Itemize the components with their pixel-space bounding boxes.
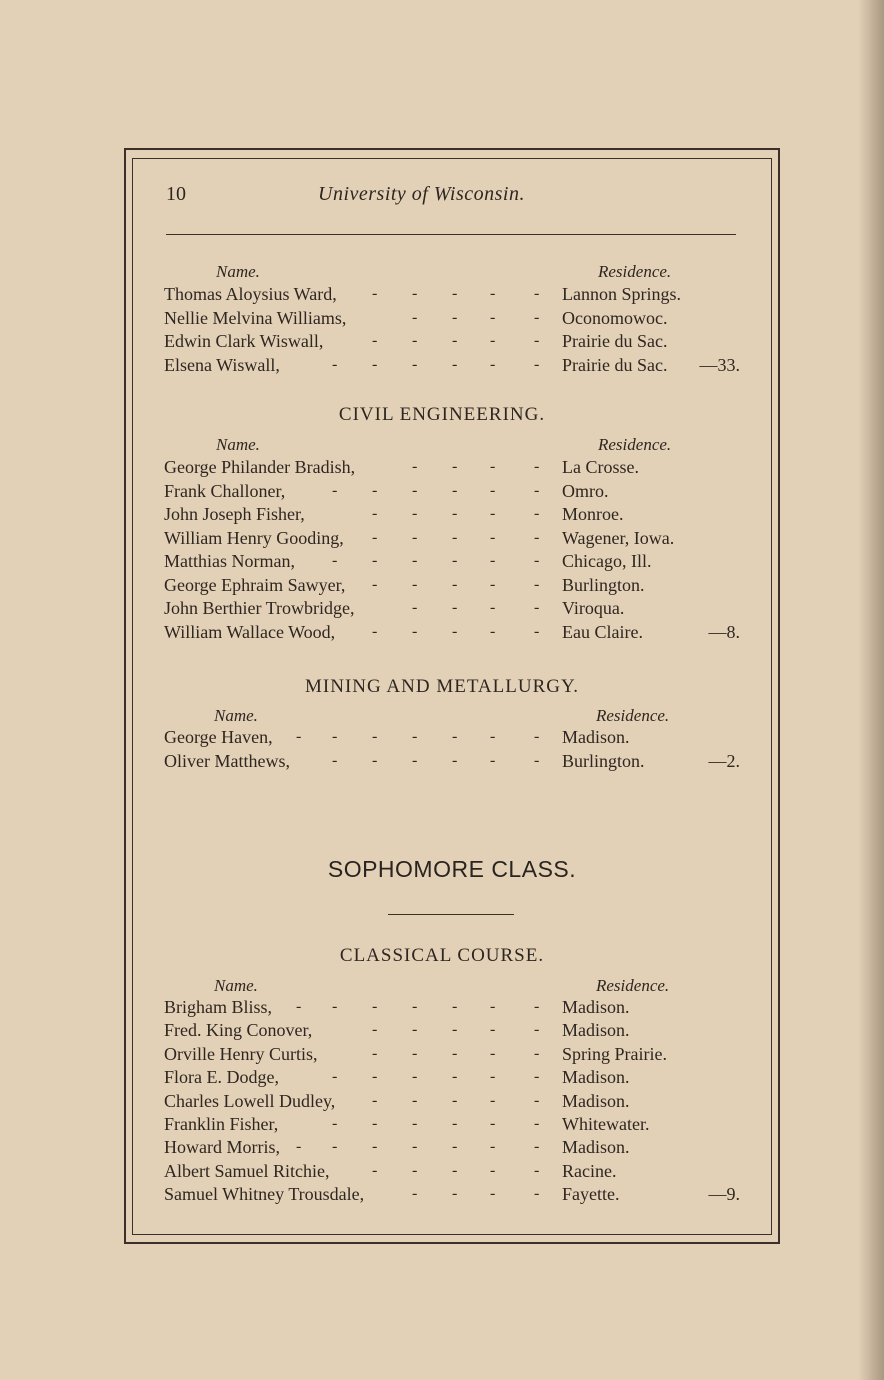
table-row [164,751,744,775]
leader-dash: - [296,728,302,745]
student-residence: Prairie du Sac. [562,331,668,352]
leader-dash: - [534,728,540,745]
leader-dash: - [534,599,540,616]
leader-dash: - [372,622,378,640]
leader-dash: - [490,599,496,616]
leader-dash: - [372,751,378,769]
leader-dash: - [412,1021,418,1039]
leader-dash: - [412,575,418,593]
column-header-residence: Residence. [596,706,670,725]
student-residence: Burlington. [562,574,645,595]
leader-dash: - [372,505,378,522]
leader-dash: - [412,1161,418,1179]
leader-dash: - [372,1044,378,1062]
student-residence: Lannon Springs. [562,284,681,304]
leader-dash: - [452,575,458,593]
student-name: George Philander Bradish, [164,457,356,477]
student-residence: Whitewater. [562,1114,650,1134]
leader-dash: - [372,575,378,593]
student-residence: Prairie du Sac. [562,355,668,376]
leader-dash: - [490,1021,496,1039]
leader-dash: - [534,751,540,769]
leader-dash: - [534,1161,540,1179]
section-title-civil-engineering: CIVIL ENGINEERING. [338,404,546,425]
leader-dash: - [372,528,378,546]
leader-dash: - [452,1161,458,1179]
leader-dash: - [490,1138,496,1156]
leader-dash: - [534,1021,540,1039]
column-header-name: Name. [216,435,260,454]
leader-dash: - [372,998,378,1015]
table-row [164,308,744,332]
student-name: Franklin Fisher, [164,1114,279,1134]
leader-dash: - [372,481,378,499]
leader-dash: - [490,1091,496,1109]
section-count: —33. [699,355,740,376]
table-row [164,622,744,646]
leader-dash: - [534,1044,540,1062]
page-number: 10 [166,183,186,205]
leader-dash: - [490,998,496,1015]
table-row [164,1091,744,1115]
student-name: Orville Henry Curtis, [164,1043,318,1064]
leader-dash: - [534,1068,540,1086]
student-residence: Omro. [562,480,609,501]
student-residence: Viroqua. [562,598,625,618]
student-name: John Berthier Trowbridge, [164,598,355,618]
leader-dash: - [412,528,418,546]
leader-dash: - [412,728,418,745]
leader-dash: - [452,1021,458,1039]
class-divider-rule [388,914,514,915]
student-residence: Fayette. [562,1184,620,1205]
leader-dash: - [332,751,338,769]
leader-dash: - [332,356,338,374]
table-row [164,284,744,308]
leader-dash: - [534,1115,540,1132]
leader-dash: - [332,998,338,1015]
leader-dash: - [534,285,540,302]
leader-dash: - [490,575,496,593]
student-residence: Madison. [562,997,630,1017]
student-name: William Henry Gooding, [164,527,344,548]
student-residence: Spring Prairie. [562,1043,667,1064]
table-row [164,727,744,751]
student-residence: Madison. [562,1067,630,1088]
leader-dash: - [490,285,496,302]
leader-dash: - [452,728,458,745]
leader-dash: - [490,552,496,569]
student-name: Frank Challoner, [164,480,286,501]
leader-dash: - [412,1068,418,1086]
leader-dash: - [332,481,338,499]
student-residence: Racine. [562,1160,617,1181]
leader-dash: - [452,1068,458,1086]
table-row [164,598,744,622]
leader-dash: - [452,1091,458,1109]
running-head: University of Wisconsin. [318,183,525,205]
leader-dash: - [372,552,378,569]
table-row [164,1067,744,1091]
student-residence: Wagener, Iowa. [562,527,675,548]
leader-dash: - [490,505,496,522]
leader-dash: - [412,505,418,522]
student-name: Matthias Norman, [164,551,295,571]
student-name: Albert Samuel Ritchie, [164,1160,330,1181]
table-row [164,1020,744,1044]
header-rule [166,234,736,235]
column-header-name: Name. [214,706,258,725]
leader-dash: - [490,528,496,546]
student-name: George Haven, [164,727,273,747]
section-title-classical: CLASSICAL COURSE. [339,945,545,966]
leader-dash: - [372,1138,378,1156]
leader-dash: - [452,552,458,569]
table-row [164,528,744,552]
leader-dash: - [452,308,458,326]
leader-dash: - [372,285,378,302]
student-name: Nellie Melvina Williams, [164,307,347,328]
column-header-name: Name. [216,262,260,281]
leader-dash: - [452,1115,458,1132]
leader-dash: - [452,458,458,475]
section-count: —2. [708,750,740,771]
leader-dash: - [534,332,540,350]
table-row [164,1161,744,1185]
leader-dash: - [452,505,458,522]
leader-dash: - [490,1161,496,1179]
leader-dash: - [412,622,418,640]
leader-dash: - [490,728,496,745]
leader-dash: - [490,332,496,350]
leader-dash: - [490,458,496,475]
leader-dash: - [372,1068,378,1086]
leader-dash: - [490,356,496,374]
student-residence: Burlington. [562,750,645,771]
leader-dash: - [412,1185,418,1203]
student-name: George Ephraim Sawyer, [164,574,346,595]
leader-dash: - [490,1044,496,1062]
leader-dash: - [452,332,458,350]
student-name: Thomas Aloysius Ward, [164,284,337,304]
leader-dash: - [412,1138,418,1156]
leader-dash: - [372,728,378,745]
leader-dash: - [490,1185,496,1203]
leader-dash: - [534,998,540,1015]
leader-dash: - [452,622,458,640]
leader-dash: - [372,1161,378,1179]
student-name: Fred. King Conover, [164,1020,313,1041]
leader-dash: - [534,1138,540,1156]
leader-dash: - [452,599,458,616]
leader-dash: - [412,481,418,499]
leader-dash: - [296,1138,302,1156]
student-residence: Madison. [562,727,630,747]
student-residence: La Crosse. [562,457,639,477]
student-name: Brigham Bliss, [164,997,273,1017]
leader-dash: - [534,308,540,326]
leader-dash: - [534,505,540,522]
leader-dash: - [452,285,458,302]
student-name: Howard Morris, [164,1137,280,1158]
table-row [164,1114,744,1138]
student-name: Charles Lowell Dudley, [164,1090,336,1111]
student-name: Elsena Wiswall, [164,355,280,376]
leader-dash: - [490,751,496,769]
leader-dash: - [412,356,418,374]
leader-dash: - [372,1115,378,1132]
leader-dash: - [372,332,378,350]
leader-dash: - [412,285,418,302]
section-count: —8. [708,621,740,642]
column-header-residence: Residence. [598,262,672,281]
leader-dash: - [452,528,458,546]
leader-dash: - [534,528,540,546]
leader-dash: - [490,481,496,499]
leader-dash: - [534,575,540,593]
student-residence: Madison. [562,1090,630,1111]
table-row [164,1137,744,1161]
leader-dash: - [332,552,338,569]
table-row [164,481,744,505]
leader-dash: - [372,1091,378,1109]
class-title-sophomore: SOPHOMORE CLASS. [327,856,577,882]
leader-dash: - [452,998,458,1015]
leader-dash: - [452,1044,458,1062]
leader-dash: - [412,1091,418,1109]
leader-dash: - [452,481,458,499]
leader-dash: - [452,356,458,374]
leader-dash: - [296,998,302,1015]
table-row [164,504,744,528]
table-row [164,355,744,379]
student-residence: Madison. [562,1020,630,1041]
leader-dash: - [452,1185,458,1203]
student-name: Flora E. Dodge, [164,1067,279,1088]
table-row [164,1044,744,1068]
column-header-name: Name. [214,976,258,995]
leader-dash: - [412,599,418,616]
column-header-residence: Residence. [596,976,670,995]
leader-dash: - [452,751,458,769]
student-residence: Monroe. [562,504,624,524]
table-row [164,551,744,575]
leader-dash: - [412,751,418,769]
leader-dash: - [534,1185,540,1203]
leader-dash: - [412,998,418,1015]
leader-dash: - [372,356,378,374]
leader-dash: - [534,622,540,640]
leader-dash: - [452,1138,458,1156]
table-row [164,1184,744,1208]
leader-dash: - [490,1068,496,1086]
student-residence: Oconomowoc. [562,307,668,328]
student-residence: Madison. [562,1137,630,1158]
student-residence: Eau Claire. [562,621,643,642]
column-header-residence: Residence. [598,435,672,454]
student-name: Edwin Clark Wiswall, [164,331,324,352]
leader-dash: - [534,1091,540,1109]
leader-dash: - [490,308,496,326]
section-title-mining: MINING AND METALLURGY. [305,676,579,697]
table-row [164,457,744,481]
leader-dash: - [534,458,540,475]
student-name: William Wallace Wood, [164,621,336,642]
student-name: Samuel Whitney Trousdale, [164,1184,365,1205]
table-row [164,575,744,599]
leader-dash: - [412,1044,418,1062]
section-count: —9. [708,1184,740,1205]
leader-dash: - [534,552,540,569]
student-name: Oliver Matthews, [164,750,290,771]
leader-dash: - [412,458,418,475]
leader-dash: - [372,1021,378,1039]
leader-dash: - [412,552,418,569]
leader-dash: - [490,1115,496,1132]
table-row [164,331,744,355]
leader-dash: - [412,332,418,350]
leader-dash: - [332,1068,338,1086]
leader-dash: - [332,728,338,745]
leader-dash: - [332,1115,338,1132]
leader-dash: - [490,622,496,640]
student-name: John Joseph Fisher, [164,504,305,524]
leader-dash: - [332,1138,338,1156]
leader-dash: - [412,1115,418,1132]
leader-dash: - [534,356,540,374]
student-residence: Chicago, Ill. [562,551,652,571]
table-row [164,997,744,1021]
leader-dash: - [534,481,540,499]
leader-dash: - [412,308,418,326]
